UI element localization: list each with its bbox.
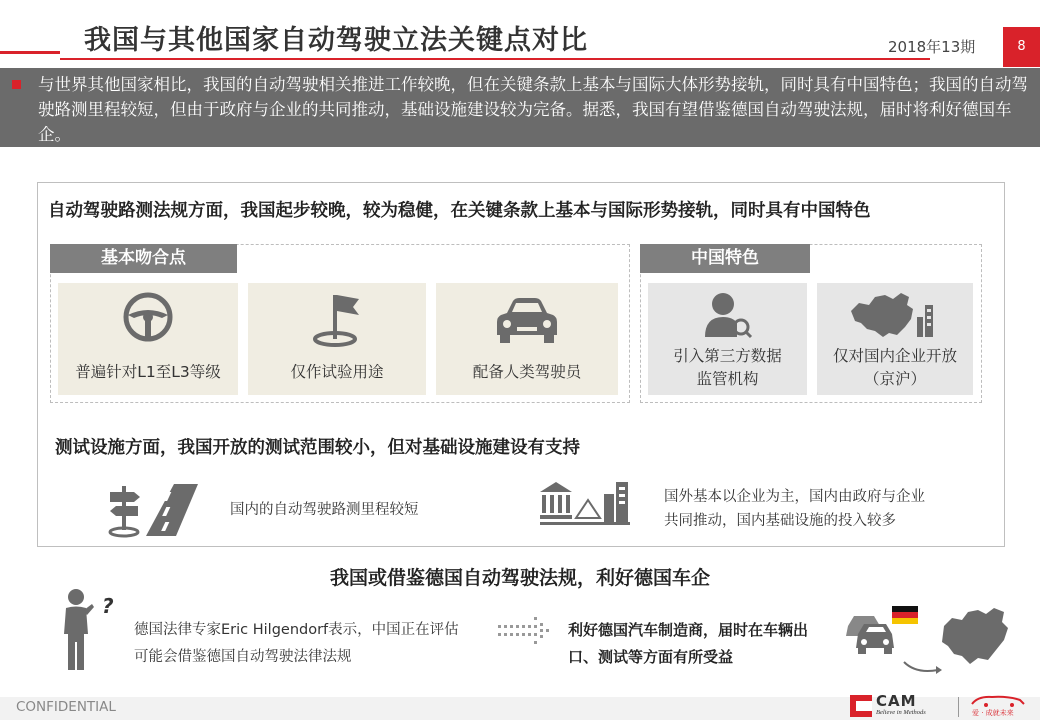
china-item-label-line1: 仅对国内企业开放	[832, 347, 957, 365]
benefit-text-line1: 利好德国汽车制造商，届时在车辆出	[568, 621, 809, 639]
title-accent-line	[0, 26, 60, 54]
basic-item-card	[436, 283, 618, 395]
regulation-section-title: 自动驾驶路测法规方面，我国起步较晚，较为稳健，在关键条款上基本与国际形势接轨，同时具有中国特色	[48, 201, 871, 221]
china-item-label-line2: 监管机构	[696, 370, 759, 388]
issue-label: 2018年13期	[888, 38, 976, 56]
dotted-arrow-icon	[496, 613, 550, 649]
steering-wheel-icon	[122, 291, 174, 343]
summary-bullet	[12, 80, 21, 89]
expert-text-line2: 可能会借鉴德国自动驾驶法律法规	[134, 649, 352, 665]
benefit-text-line2: 口、测试等方面有所受益	[568, 648, 734, 666]
cam-logo-mark	[850, 695, 872, 717]
facility-left-text: 国内的自动驾驶路测里程较短	[230, 502, 419, 518]
cam-logo-slogan: Believe in Methods	[876, 709, 926, 716]
export-illustration-icon	[846, 604, 1010, 684]
cam-logo	[850, 694, 926, 717]
government-enterprise-icon	[538, 478, 632, 526]
germany-section-title: 我国或借鉴德国自动驾驶法规，利好德国车企	[329, 567, 710, 589]
page-number: 8	[1003, 27, 1040, 67]
page-title: 我国与其他国家自动驾驶立法关键点对比	[84, 25, 588, 56]
china-map-icon	[849, 291, 941, 339]
car-icon	[495, 295, 559, 345]
thinking-person-icon	[62, 588, 98, 672]
road-sign-icon	[108, 482, 204, 538]
basic-item-card	[248, 283, 426, 395]
person-search-icon	[703, 291, 753, 339]
summary-banner	[0, 68, 1040, 147]
basic-item-card	[58, 283, 238, 395]
basic-match-tag: 基本吻合点	[50, 244, 237, 273]
china-item-card	[648, 283, 807, 395]
basic-item-label: 仅作试验用途	[290, 363, 384, 381]
china-item-label-line1: 引入第三方数据	[673, 347, 782, 365]
china-item-label-line2: （京沪）	[863, 370, 926, 388]
flag-pin-icon	[309, 289, 365, 347]
facility-section-title: 测试设施方面，我国开放的测试范围较小，但对基础设施建设有支持	[55, 438, 580, 458]
footer-divider	[958, 697, 959, 717]
partner-car-logo-icon	[968, 694, 1028, 708]
question-mark: ?	[102, 594, 114, 618]
basic-item-label: 普遍针对L1至L3等级	[75, 363, 221, 381]
facility-right-text-line2: 共同推动，国内基础设施的投入较多	[664, 513, 896, 529]
title-underline	[60, 58, 930, 60]
basic-item-label: 配备人类驾驶员	[472, 363, 582, 381]
china-item-card	[817, 283, 973, 395]
china-features-tag: 中国特色	[640, 244, 810, 273]
confidential-label: CONFIDENTIAL	[16, 699, 116, 715]
expert-text-line1: 德国法律专家Eric Hilgendorf表示，中国正在评估	[134, 622, 459, 638]
partner-slogan: 爱 · 成就未来	[972, 709, 1014, 717]
facility-right-text-line1: 国外基本以企业为主，国内由政府与企业	[664, 489, 925, 505]
cam-logo-text: CAM	[876, 692, 917, 710]
summary-text: 与世界其他国家相比，我国的自动驾驶相关推进工作较晚，但在关键条款上基本与国际大体形势接轨，同时具有中国特色；我国的自动驾驶路测里程较短，但由于政府与企业的共同推动，基础设施建设较为完备。据悉，我国有望借鉴德国自动驾驶法规，届时将利好德国车企。	[38, 75, 1028, 144]
